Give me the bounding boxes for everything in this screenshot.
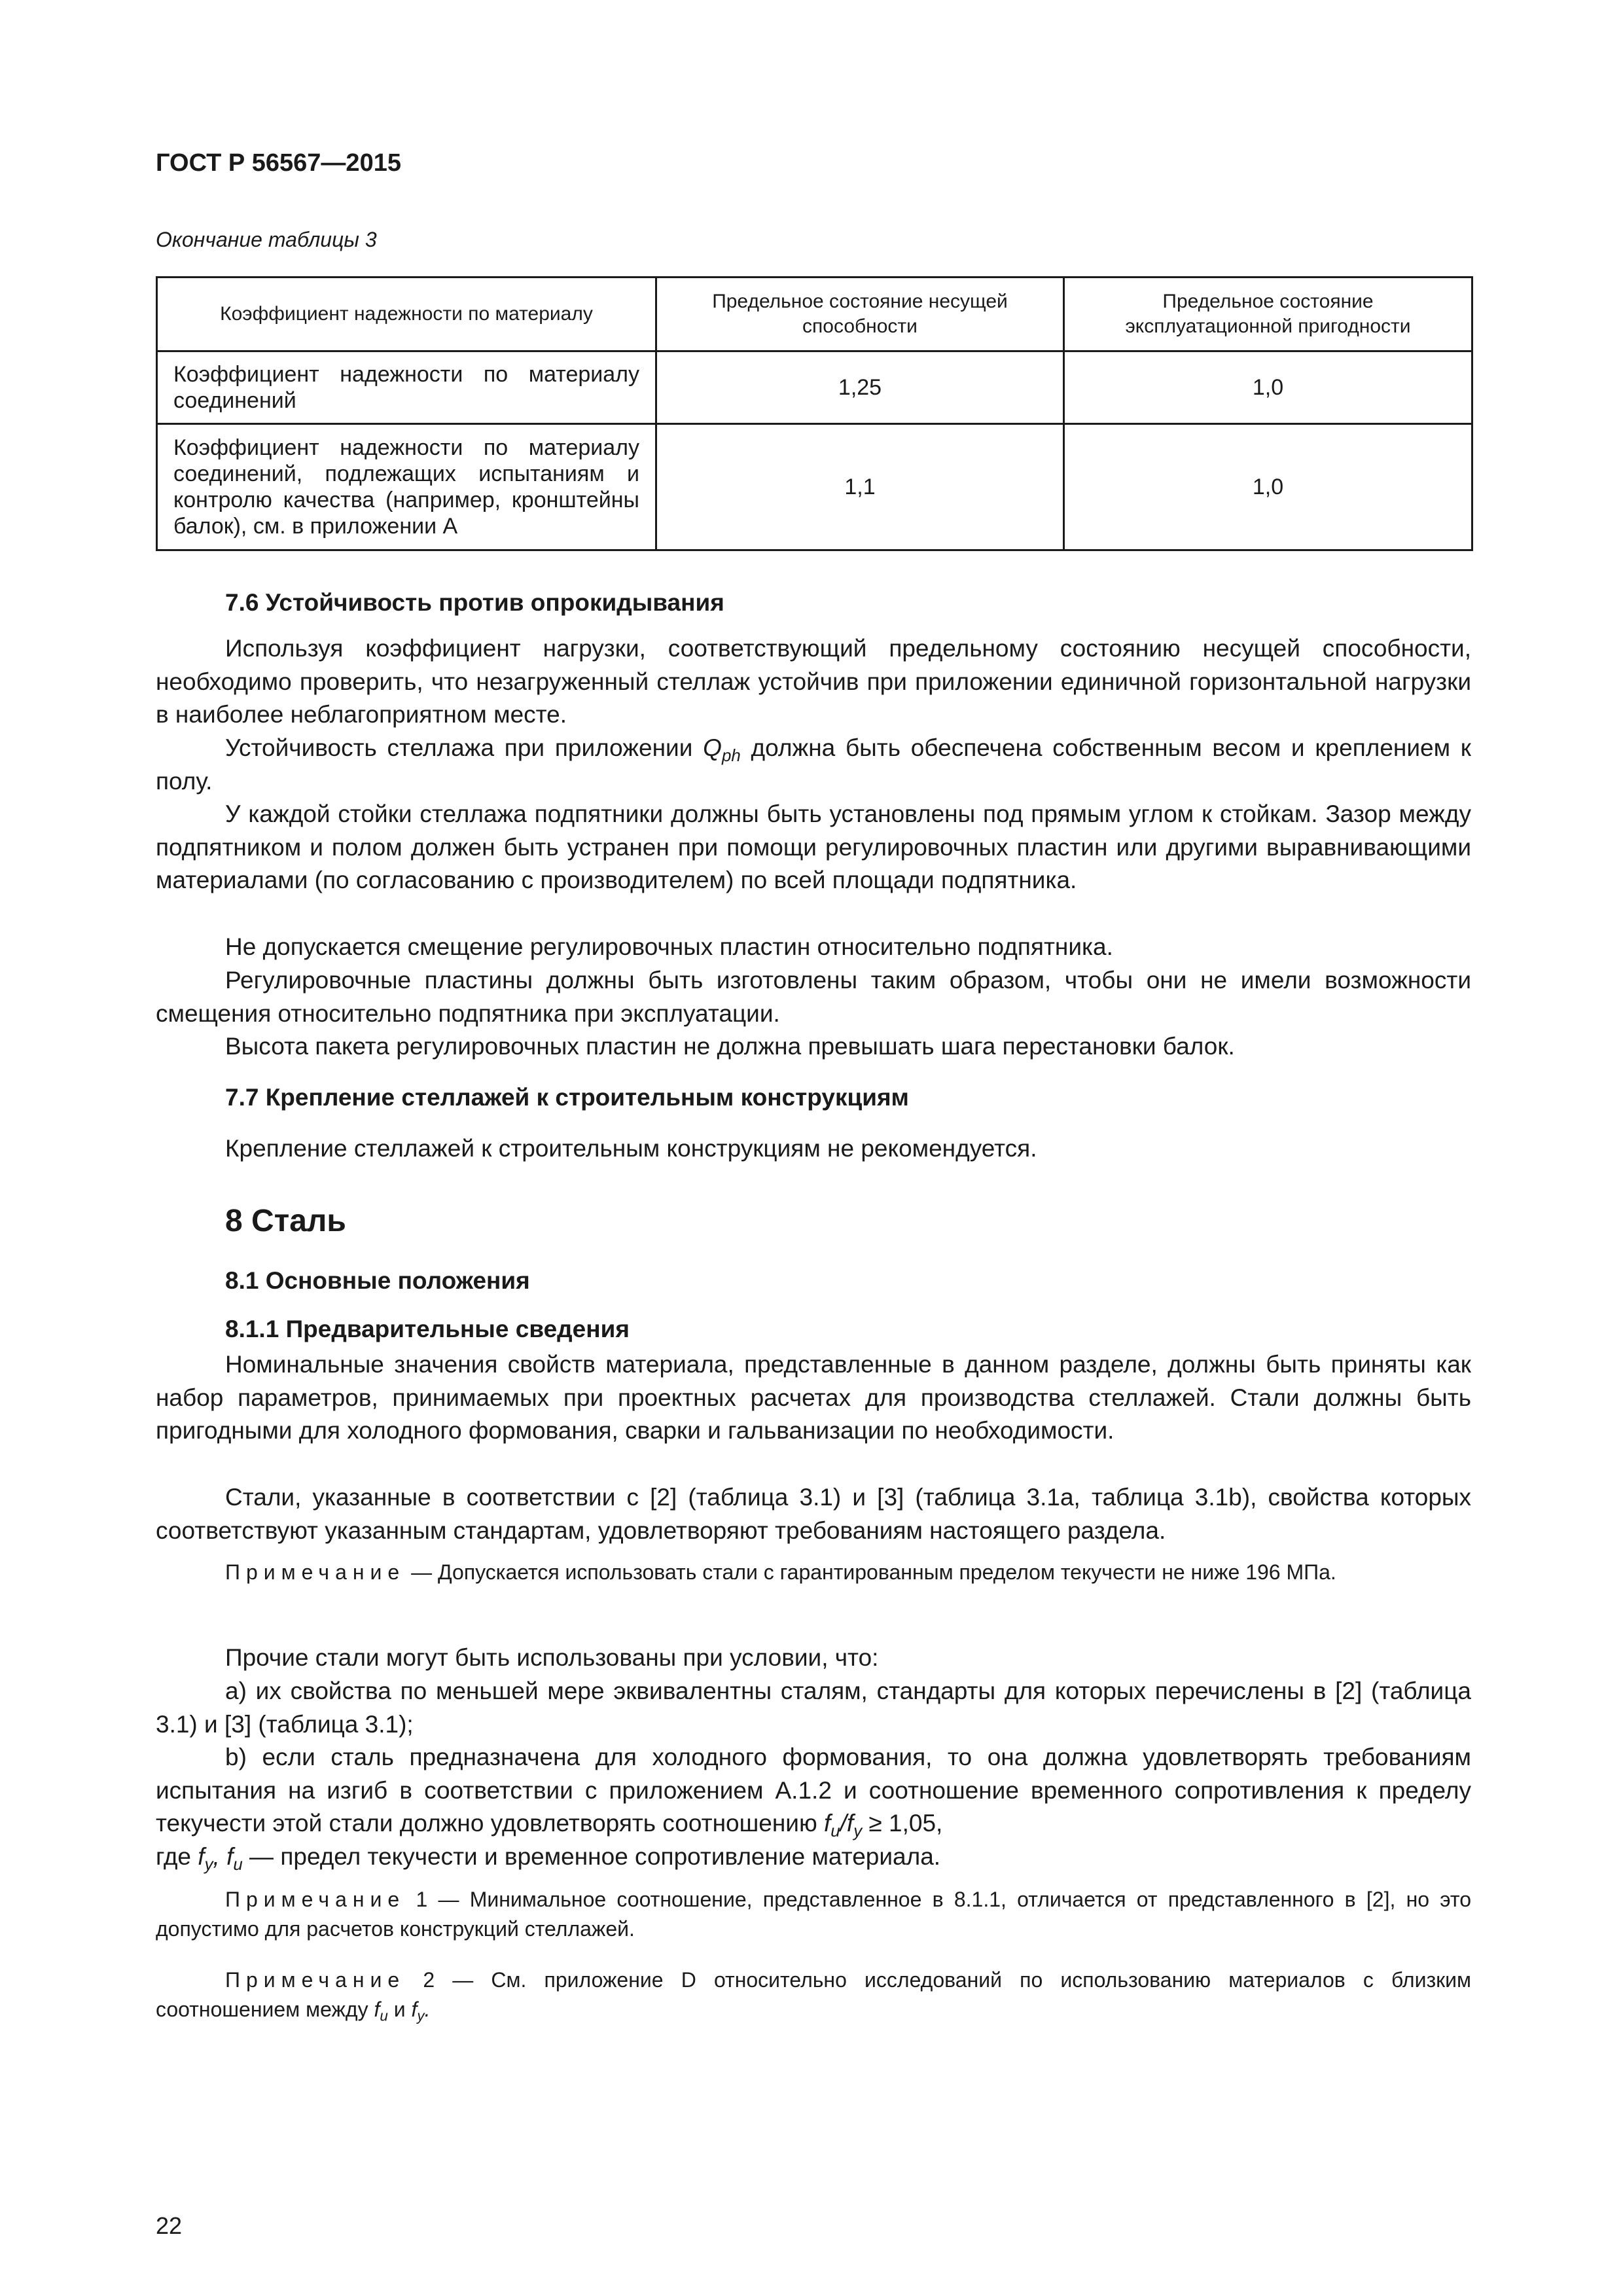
table-header-cell: Предельное состояние эксплуатационной пригодности [1064,278,1472,351]
text-span: где [156,1843,198,1870]
table-row [157,424,1472,550]
note [156,1965,1471,2024]
math-subscript: ph [721,746,741,765]
paragraph: Высота пакета регулировочных пластин не должна превышать шага перестановки балок. [225,1033,1235,1060]
section-heading: 7.7 Крепление стеллажей к строительным конструкциям [225,1084,909,1111]
paragraph: Стали, указанные в соответствии с [2] (таблица 3.1) и [3] (таблица 3.1a, таблица 3.1b), свойства которых соответствуют указанным стандартам, удовлетворяют требованиям настоящего раздела. [156,1484,1471,1544]
text-span: ≥ 1,05, [862,1810,943,1837]
note-label: Примечание [225,1968,406,1992]
math-formula: $f_y$, $f_u$ [198,1843,243,1874]
document-code: ГОСТ Р 56567—2015 [156,149,401,177]
list-item [156,1741,1471,1840]
note [156,1558,1471,1587]
subsection-heading: 8.1.1 Предварительные сведения [225,1316,630,1342]
note-label: Примечание [225,1560,406,1584]
table-header-cell: Предельное состояние несущей способности [656,278,1064,351]
math-formula: $f_y$. [411,1998,431,2024]
text-span: должна быть обеспечена собственным весом и креплением к полу. [156,734,1471,795]
table-header-row [157,278,1472,351]
paragraph [156,1840,1471,1874]
math-variable: Q [703,734,722,761]
paragraph: Прочие стали могут быть использованы при условии, что: [225,1644,879,1671]
table-cell: Коэффициент надежности по материалу соединений [157,351,656,424]
paragraph: Используя коэффициент нагрузки, соответствующий предельному состоянию несущей способности, необходимо проверить, что незагруженный стеллаж устойчив при приложении единичной горизонтальной нагрузки в наиболее неблагоприятном месте. [156,635,1471,728]
math-formula: $f_u$ [374,1998,388,2024]
paragraph: Не допускается смещение регулировочных пластин относительно подпятника. [225,933,1113,960]
list-item: a) их свойства по меньшей мере эквивалентны сталям, стандарты для которых перечислены в [2] (таблица 3.1) и [3] (таблица 3.1); [156,1677,1471,1738]
table-caption: Окончание таблицы 3 [156,228,377,251]
paragraph: Номинальные значения свойств материала, представленные в данном разделе, должны быть приняты как набор параметров, принимаемых при проектных расчетах для производства стеллажей. Стали должны быть пригодными для холодного формования, сварки и гальванизации по необходимости. [156,1351,1471,1444]
chapter-heading: 8 Сталь [225,1204,346,1238]
text-span: Устойчивость стеллажа при приложении [225,734,704,761]
paragraph [156,732,1471,798]
table-cell: 1,0 [1064,351,1472,424]
note-label: Примечание [225,1888,406,1911]
section-heading: 7.6 Устойчивость против опрокидывания [225,589,724,616]
note-text: — Допускается использовать стали с гарантированным пределом текучести не ниже 196 МПа. [405,1560,1336,1584]
material-factor-table [156,276,1473,551]
table-header-cell: Коэффициент надежности по материалу [157,278,656,351]
text-span: — предел текучести и временное сопротивление материала. [242,1843,941,1870]
note-text: 1 — Минимальное соотношение, представленное в 8.1.1, отличается от представленного в [2], но это допустимо для расчетов конструкций стеллажей. [156,1888,1471,1941]
table-cell: Коэффициент надежности по материалу соединений, подлежащих испытаниям и контролю качества (например, кронштейны балок), см. в приложении А [157,424,656,550]
section-heading: 8.1 Основные положения [225,1267,530,1294]
page-number: 22 [156,2212,183,2239]
math-formula: $f_u/f_y$ [823,1810,863,1840]
table-cell: 1,25 [656,351,1064,424]
table-row [157,351,1472,424]
note [156,1885,1471,1944]
paragraph: Регулировочные пластины должны быть изготовлены таким образом, чтобы они не имели возможности смещения относительно подпятника при эксплуатации. [156,967,1471,1027]
text-span: и [387,1998,412,2021]
text-span: b) если сталь предназначена для холодного формования, то она должна удовлетворять требованиям испытания на изгиб в соответствии с приложением А.1.2 и соотношение временного сопротивления к пределу текучести этой стали должно удовлетворять соотношению [156,1744,1471,1837]
paragraph: Крепление стеллажей к строительным конструкциям не рекомендуется. [225,1135,1037,1162]
paragraph: У каждой стойки стеллажа подпятники должны быть установлены под прямым углом к стойкам. Зазор между подпятником и полом должен быть устранен при помощи регулировочных пластин или другими выравнивающими материалами (по согласованию с производителем) по всей площади подпятника. [156,800,1471,894]
table-cell: 1,0 [1064,424,1472,550]
table-cell: 1,1 [656,424,1064,550]
note-text: 2 — См. приложение D относительно исследований по использованию материалов с близким соотношением между [156,1968,1471,2021]
